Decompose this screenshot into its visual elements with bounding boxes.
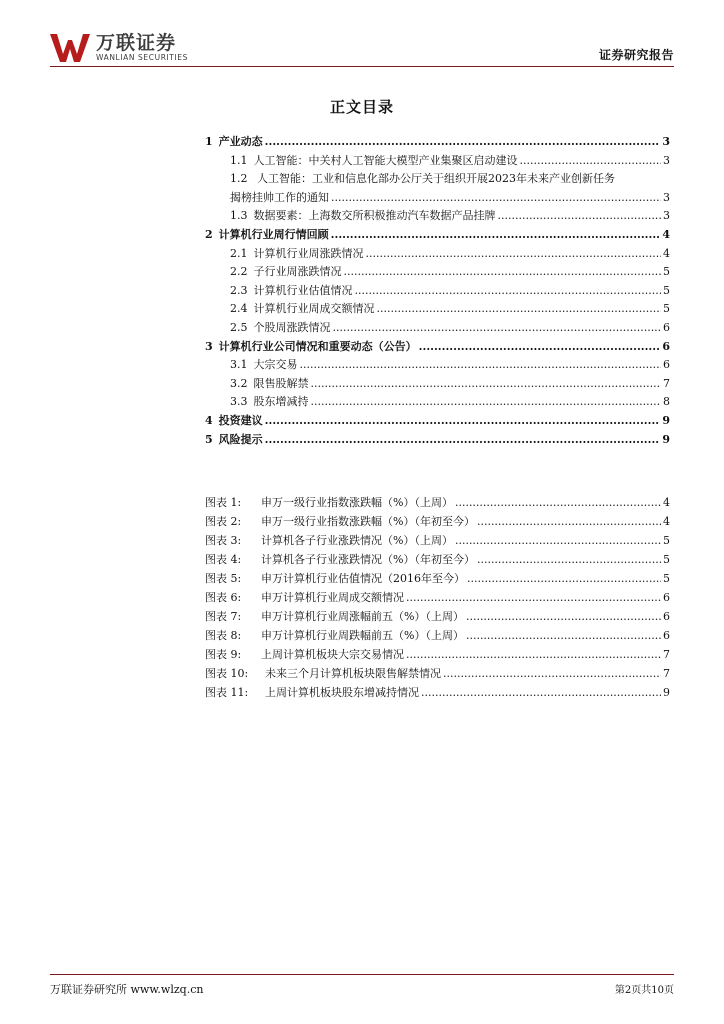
figure-title: 申万计算机行业周成交额情况 [261, 591, 404, 604]
figure-entry[interactable] [205, 531, 670, 550]
leader-dots [467, 569, 661, 588]
toc-label: 计算机行业公司情况和重要动态（公告） [218, 339, 417, 353]
leader-dots [466, 626, 661, 645]
figure-page: 4 [663, 515, 670, 528]
figure-title: 上周计算机板块股东增减持情况 [265, 686, 419, 699]
figure-label: 图表 11: [205, 686, 249, 699]
page-header [50, 32, 674, 66]
toc-number: 3 [205, 339, 213, 353]
figure-page: 9 [663, 686, 670, 699]
figure-title: 计算机各子行业涨跌情况（%）（上周） [261, 534, 453, 547]
report-type-label: 证券研究报告 [598, 48, 674, 62]
leader-dots [366, 245, 662, 264]
leader-dots [265, 431, 661, 450]
wanlian-logo-icon [50, 32, 90, 64]
figure-label: 图表 5: [205, 572, 242, 585]
toc-page: 4 [662, 227, 670, 241]
figure-title: 申万计算机行业估值情况（2016年至今） [261, 572, 465, 585]
toc-page: 6 [662, 339, 670, 353]
figure-label: 图表 2: [205, 515, 242, 528]
toc-entry[interactable] [205, 133, 670, 152]
toc-label: 子行业周涨跌情况 [253, 265, 342, 279]
figure-page: 5 [663, 534, 670, 547]
figure-label: 图表 7: [205, 610, 242, 623]
leader-dots [477, 550, 661, 569]
toc-page: 6 [663, 320, 670, 334]
figure-page: 7 [663, 667, 670, 680]
toc-label: 计算机行业周涨跌情况 [253, 246, 364, 260]
figure-entry[interactable] [205, 645, 670, 664]
figure-page: 6 [663, 591, 670, 604]
figure-page: 6 [663, 629, 670, 642]
toc-number: 2.5 [230, 320, 248, 334]
toc-page: 5 [663, 283, 670, 297]
toc-page: 3 [663, 190, 670, 204]
leader-dots [466, 607, 661, 626]
toc-page: 5 [663, 265, 670, 279]
figure-page: 5 [663, 553, 670, 566]
leader-dots [355, 282, 662, 301]
toc-entry[interactable] [205, 170, 670, 207]
figure-entry[interactable] [205, 550, 670, 569]
logo-chinese-name: 万联证券 [96, 32, 177, 54]
table-of-contents [205, 133, 670, 449]
toc-number: 1 [205, 135, 213, 148]
toc-label-continued: 揭榜挂帅工作的通知 [230, 190, 329, 204]
toc-label: 大宗交易 [253, 358, 298, 372]
figure-title: 未来三个月计算机板块限售解禁情况 [265, 667, 441, 680]
toc-number: 1.2 [230, 172, 248, 186]
figure-title: 计算机各子行业涨跌情况（%）（年初至今） [261, 553, 475, 566]
toc-entry[interactable] [205, 393, 670, 412]
toc-entry[interactable] [205, 412, 670, 431]
toc-entry[interactable] [205, 356, 670, 375]
toc-page: 3 [663, 209, 670, 223]
toc-entry[interactable] [205, 245, 670, 264]
leader-dots [498, 207, 662, 226]
toc-entry[interactable] [205, 375, 670, 394]
toc-number: 5 [205, 432, 213, 446]
toc-entry[interactable] [205, 226, 670, 245]
leader-dots [311, 375, 662, 394]
toc-number: 3.3 [230, 395, 248, 409]
toc-number: 2.3 [230, 283, 248, 297]
leader-dots [333, 319, 662, 338]
figure-label: 图表 8: [205, 629, 242, 642]
leader-dots [406, 588, 661, 607]
toc-label: 人工智能：工业和信息化部办公厅关于组织开展2023年未来产业创新任务 [257, 172, 615, 186]
toc-label: 产业动态 [218, 135, 263, 148]
figure-title: 上周计算机板块大宗交易情况 [261, 648, 404, 661]
toc-page: 7 [663, 376, 670, 390]
leader-dots [300, 356, 662, 375]
toc-label: 限售股解禁 [253, 376, 309, 390]
figure-label: 图表 1: [205, 496, 242, 509]
figure-entry[interactable] [205, 626, 670, 645]
toc-entry[interactable] [205, 207, 670, 226]
toc-number: 2 [205, 227, 213, 241]
figure-entry[interactable] [205, 569, 670, 588]
toc-entry[interactable] [205, 263, 670, 282]
toc-entry[interactable] [205, 300, 670, 319]
figure-title: 申万计算机行业周跌幅前五（%）（上周） [261, 629, 464, 642]
toc-number: 3.1 [230, 358, 248, 372]
leader-dots [265, 133, 661, 152]
toc-label: 数据要素：上海数交所积极推动汽车数据产品挂牌 [253, 209, 496, 223]
figure-page: 7 [663, 648, 670, 661]
toc-page: 8 [663, 395, 670, 409]
leader-dots [331, 189, 661, 208]
toc-number: 2.1 [230, 246, 248, 260]
figure-entry[interactable] [205, 493, 670, 512]
leader-dots [331, 226, 661, 245]
toc-number: 4 [205, 413, 213, 427]
logo-english-name: WANLIAN SECURITIES [96, 53, 189, 62]
figure-title: 申万一级行业指数涨跌幅（%）（上周） [261, 496, 453, 509]
leader-dots [455, 493, 661, 512]
toc-number: 2.2 [230, 265, 248, 279]
leader-dots [406, 645, 661, 664]
page-title: 正文目录 [329, 98, 394, 116]
figure-label: 图表 10: [205, 667, 249, 680]
toc-entry[interactable] [205, 338, 670, 357]
toc-number: 2.4 [230, 302, 248, 316]
leader-dots [377, 300, 662, 319]
figure-page: 6 [663, 610, 670, 623]
figure-entry[interactable] [205, 683, 670, 702]
toc-page: 6 [663, 358, 670, 372]
toc-page: 9 [662, 432, 670, 446]
figure-label: 图表 3: [205, 534, 242, 547]
figure-entry[interactable] [205, 607, 670, 626]
figure-label: 图表 9: [205, 648, 242, 661]
toc-label: 计算机行业周行情回顾 [218, 227, 329, 241]
toc-label: 个股周涨跌情况 [253, 320, 331, 334]
toc-label: 风险提示 [218, 432, 263, 446]
leader-dots [265, 412, 661, 431]
toc-entry[interactable] [205, 319, 670, 338]
toc-number: 1.3 [230, 209, 248, 223]
toc-number: 3.2 [230, 376, 248, 390]
figure-page: 5 [663, 572, 670, 585]
page-number: 第2页共10页 [614, 985, 674, 996]
leader-dots [421, 683, 661, 702]
toc-number: 1.1 [230, 153, 248, 167]
toc-label: 投资建议 [218, 413, 263, 427]
figure-label: 图表 4: [205, 553, 242, 566]
toc-entry[interactable] [205, 152, 670, 171]
figure-title: 申万一级行业指数涨跌幅（%）（年初至今） [261, 515, 475, 528]
toc-page: 9 [662, 413, 670, 427]
toc-page: 4 [663, 246, 670, 260]
toc-label: 股东增减持 [253, 395, 309, 409]
figure-entry[interactable] [205, 512, 670, 531]
figure-title: 申万计算机行业周涨幅前五（%）（上周） [261, 610, 464, 623]
toc-label: 计算机行业估值情况 [253, 283, 353, 297]
figure-label: 图表 6: [205, 591, 242, 604]
toc-entry[interactable] [205, 431, 670, 450]
toc-label: 人工智能：中关村人工智能大模型产业集聚区启动建设 [253, 153, 518, 167]
toc-page: 5 [663, 302, 670, 316]
leader-dots [455, 531, 661, 550]
header-divider [50, 66, 674, 67]
leader-dots [443, 664, 661, 683]
figure-entry[interactable] [205, 588, 670, 607]
figure-list [205, 493, 670, 702]
footer-source: 万联证券研究所 www.wlzq.cn [50, 983, 204, 996]
leader-dots [477, 512, 661, 531]
figure-page: 4 [663, 496, 670, 509]
toc-label: 计算机行业周成交额情况 [253, 302, 375, 316]
toc-page: 3 [663, 153, 670, 167]
leader-dots [419, 338, 661, 357]
leader-dots [520, 152, 662, 171]
footer-divider [50, 974, 674, 975]
figure-entry[interactable] [205, 664, 670, 683]
toc-page: 3 [662, 135, 670, 148]
toc-entry[interactable] [205, 282, 670, 301]
company-logo [50, 32, 188, 66]
leader-dots [344, 263, 662, 282]
leader-dots [311, 393, 662, 412]
